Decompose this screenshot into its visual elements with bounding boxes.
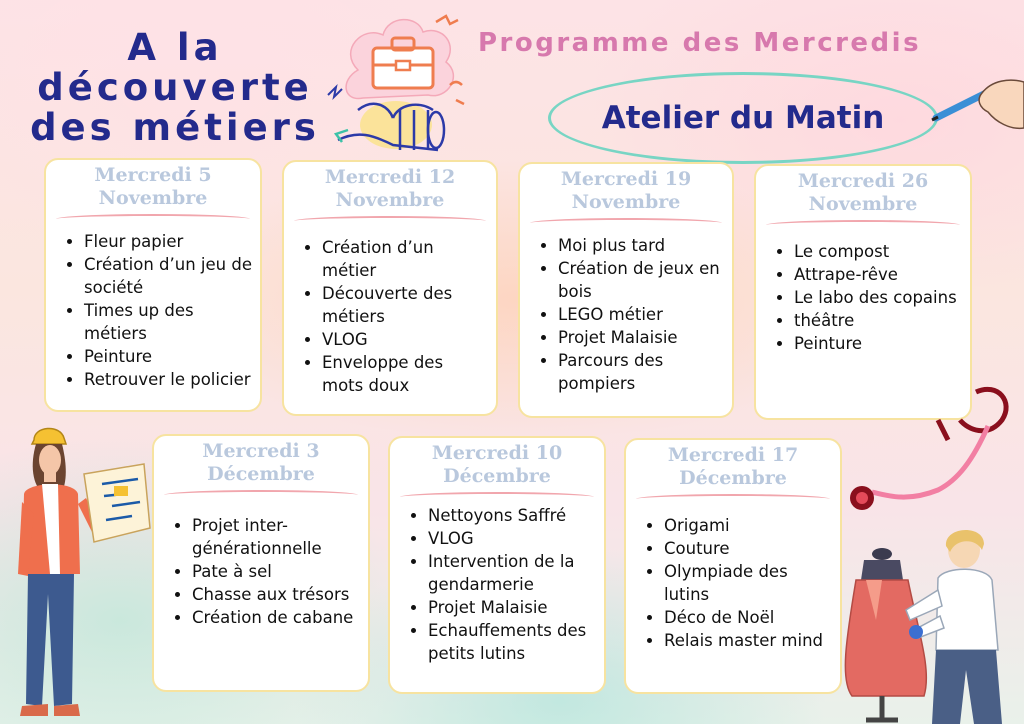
- card-date: [626, 440, 840, 490]
- activity-list: [46, 230, 260, 391]
- activity-item: • VLOG: [428, 527, 596, 550]
- construction-worker-illustration: [14, 424, 154, 722]
- activity-item: • Retrouver le policier: [84, 368, 252, 391]
- activity-item: • Olympiade des lutins: [664, 560, 832, 606]
- pen-hand-illustration: [930, 68, 1024, 148]
- program-title: Programme des Mercredis: [478, 28, 922, 58]
- card-day: Mercredi 17: [667, 444, 799, 466]
- activity-item: • Peinture: [794, 332, 962, 355]
- activity-item: • Création d’un jeu de société: [84, 253, 252, 299]
- activity-item: • Création de jeux en bois: [558, 257, 724, 303]
- session-title: Atelier du Matin: [601, 100, 885, 136]
- card-day: Mercredi 10: [431, 442, 563, 464]
- card-week-3: [518, 162, 734, 418]
- card-month: Décembre: [679, 467, 787, 489]
- card-week-1: [44, 158, 262, 412]
- activity-item: • Origami: [664, 514, 832, 537]
- card-day: Mercredi 12: [324, 166, 456, 188]
- activity-item: • Le labo des copains: [794, 286, 962, 309]
- activity-item: • Création de cabane: [192, 606, 360, 629]
- activity-item: • Echauffements des petits lutins: [428, 619, 596, 665]
- activity-list: [284, 236, 496, 397]
- activity-list: [390, 504, 604, 665]
- toolbox-hands-illustration: [318, 10, 468, 160]
- main-title-line-2: découverte: [37, 66, 313, 109]
- card-divider: [164, 490, 358, 500]
- activity-item: • Times up des métiers: [84, 299, 252, 345]
- card-day: Mercredi 26: [797, 170, 929, 192]
- activity-list: [520, 234, 732, 395]
- activity-item: • Découverte des métiers: [322, 282, 488, 328]
- activity-item: • Fleur papier: [84, 230, 252, 253]
- card-month: Novembre: [98, 187, 208, 209]
- card-date: [154, 436, 368, 486]
- activity-item: • Pate à sel: [192, 560, 360, 583]
- session-oval: [548, 72, 938, 164]
- main-title-line-3: des métiers: [30, 106, 320, 149]
- card-week-5: [152, 434, 370, 692]
- main-title: [30, 28, 320, 148]
- activity-item: • Projet inter-générationnelle: [192, 514, 360, 560]
- card-divider: [294, 216, 486, 226]
- card-week-2: [282, 160, 498, 416]
- activity-item: • Attrape-rêve: [794, 263, 962, 286]
- activity-item: • Peinture: [84, 345, 252, 368]
- activity-list: [154, 514, 368, 629]
- card-day: Mercredi 5: [94, 164, 212, 186]
- stethoscope-illustration: [838, 380, 1024, 540]
- card-divider: [636, 494, 830, 504]
- card-divider: [56, 214, 250, 224]
- activity-item: • LEGO métier: [558, 303, 724, 326]
- activity-item: • Projet Malaisie: [558, 326, 724, 349]
- activity-item: • Moi plus tard: [558, 234, 724, 257]
- activity-item: • Projet Malaisie: [428, 596, 596, 619]
- activity-item: • Intervention de la gendarmerie: [428, 550, 596, 596]
- activity-item: • Couture: [664, 537, 832, 560]
- activity-item: • Le compost: [794, 240, 962, 263]
- card-month: Décembre: [207, 463, 315, 485]
- card-date: [284, 162, 496, 212]
- card-divider: [766, 220, 960, 230]
- activity-item: • Enveloppe des mots doux: [322, 351, 488, 397]
- card-date: [46, 160, 260, 210]
- activity-item: • Relais master mind: [664, 629, 832, 652]
- activity-item: • Nettoyons Saffré: [428, 504, 596, 527]
- card-day: Mercredi 19: [560, 168, 692, 190]
- card-day: Mercredi 3: [202, 440, 320, 462]
- activity-item: • Création d’un métier: [322, 236, 488, 282]
- activity-item: • Chasse aux trésors: [192, 583, 360, 606]
- main-title-line-1: A la: [127, 26, 223, 69]
- activity-item: • Parcours des pompiers: [558, 349, 724, 395]
- activity-item: • Déco de Noël: [664, 606, 832, 629]
- card-divider: [530, 218, 722, 228]
- card-month: Novembre: [808, 193, 918, 215]
- card-divider: [400, 492, 594, 502]
- card-month: Décembre: [443, 465, 551, 487]
- seamstress-illustration: [836, 520, 1024, 724]
- card-week-7: [624, 438, 842, 694]
- card-date: [520, 164, 732, 214]
- card-week-6: [388, 436, 606, 694]
- card-month: Novembre: [335, 189, 445, 211]
- card-month: Novembre: [571, 191, 681, 213]
- activity-list: [626, 514, 840, 652]
- activity-list: [756, 240, 970, 355]
- card-date: [756, 166, 970, 216]
- card-date: [390, 438, 604, 488]
- activity-item: • VLOG: [322, 328, 488, 351]
- activity-item: • théâtre: [794, 309, 962, 332]
